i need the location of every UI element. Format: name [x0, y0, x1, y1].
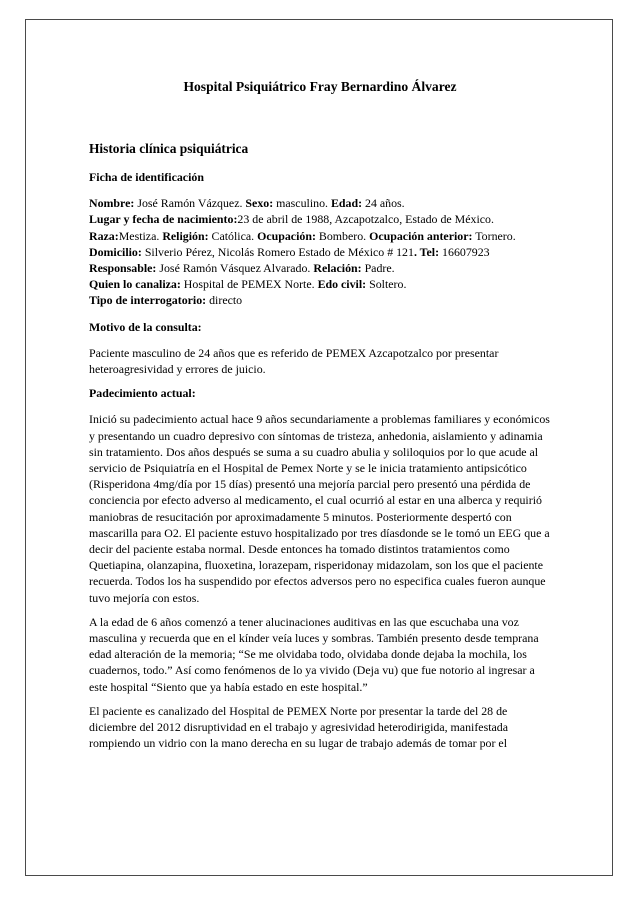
motivo-paragraph: Paciente masculino de 24 años que es referido de PEMEX Azcapotzalco por presentar heteroagresividad y errores de juicio.	[89, 345, 499, 377]
label-raza: Raza:	[89, 228, 119, 243]
label-responsable: Responsable:	[89, 261, 157, 276]
hospital-title: Hospital Psiquiátrico Fray Bernardino Álvarez	[183, 79, 457, 94]
label-ocupacion: Ocupación:	[257, 228, 316, 243]
value-ocupacion: Bombero.	[315, 228, 370, 243]
padecimiento-paragraph-1: Inició su padecimiento actual hace 9 años secundariamente a problemas familiares y económicos y presentando un cuadro depresivo con síntomas de tristeza, anhedonia, aislamiento y adinamia sin tratamiento. Dos años después se suma a su cuadro abulia y soliloquios por lo que acude al servicio de Psiquiatría en el Hospital de Pemex Norte y se le inicia tratamiento antipsicótico (Risperidona 4mg/día por 15 días) presentó una mejoría parcial pero presentó una pérdida de conciencia por efecto adverso al medicamento, el cual ocurrió al estar en una alberca y requirió maniobras de resucitación por aproximadamente 5 minutos. Posteriormente despertó con mascarilla para O2. El paciente estuvo hospitalizado por tres díasdonde se le tomó un EEG que a decir del paciente estaba normal. Desde entonces ha tomado distintos tratamientos como Quetiapina, olanzapina, fluoxetina, lorazepam, risperidonay midazolam, son los que el paciente recuerda. Todos los ha suspendido por efectos adversos pero no especifica cuales fueron aunque tuvo mejoría con estos.	[89, 412, 550, 605]
label-tel: . Tel:	[413, 244, 440, 259]
value-religion: Católica.	[208, 228, 258, 243]
label-edad: Edad:	[330, 196, 363, 211]
value-ocupacion-anterior: Tornero.	[472, 228, 516, 243]
ficha-heading: Ficha de identificación	[89, 170, 204, 184]
value-lugar: 23 de abril de 1988, Azcapotzalco, Estado de México.	[237, 212, 494, 227]
value-raza: Mestiza.	[118, 228, 163, 243]
document-body	[89, 78, 551, 760]
id-line-domicilio	[89, 244, 551, 260]
id-line-raza	[89, 228, 551, 244]
id-line-responsable	[89, 260, 551, 276]
padecimiento-heading: Padecimiento actual:	[89, 386, 196, 401]
label-sexo: Sexo:	[245, 196, 274, 211]
label-nombre: Nombre:	[89, 196, 135, 211]
value-tel: 16607923	[439, 244, 490, 259]
label-interrogatorio: Tipo de interrogatorio:	[89, 293, 207, 308]
document-title: Historia clínica psiquiátrica	[89, 141, 249, 156]
value-nombre: José Ramón Vázquez.	[134, 196, 246, 211]
value-relacion: Padre.	[361, 261, 395, 276]
label-ocupacion-anterior: Ocupación anterior:	[369, 228, 473, 243]
label-religion: Religión:	[162, 228, 209, 243]
label-domicilio: Domicilio:	[89, 244, 142, 259]
motivo-heading: Motivo de la consulta:	[89, 319, 202, 334]
label-canaliza: Quien lo canaliza:	[89, 277, 181, 292]
value-interrogatorio: directo	[206, 293, 243, 308]
value-sexo: masculino.	[273, 196, 331, 211]
value-edad: 24 años.	[362, 196, 405, 211]
value-canaliza: Hospital de PEMEX Norte.	[180, 277, 318, 292]
id-line-nombre	[89, 195, 551, 211]
identification-block	[89, 195, 551, 308]
value-edo-civil: Soltero.	[366, 277, 407, 292]
label-edo-civil: Edo civil:	[317, 277, 367, 292]
padecimiento-paragraph-3: El paciente es canalizado del Hospital de PEMEX Norte por presentar la tarde del 28 de diciembre del 2012 disruptividad en el trabajo y agresividad heterodirigida, manifestada rompiendo un vidrio con la mano derecha en su lugar de trabajo además de tomar por el	[89, 703, 509, 751]
value-domicilio: Silverio Pérez, Nicolás Romero Estado de México # 121	[141, 244, 414, 259]
id-line-canaliza	[89, 276, 551, 292]
id-line-interrogatorio	[89, 292, 551, 308]
id-line-lugar	[89, 211, 551, 227]
label-relacion: Relación:	[313, 261, 362, 276]
label-lugar: Lugar y fecha de nacimiento:	[89, 212, 238, 227]
value-responsable: José Ramón Vásquez Alvarado.	[156, 261, 314, 276]
padecimiento-paragraph-2: A la edad de 6 años comenzó a tener alucinaciones auditivas en las que escuchaba una voz masculina y recuerda que en el kínder veía luces y sombras. También presento desde temprana edad alteración de la memoria; “Se me olvidaba todo, olvidaba donde dejaba la mochila, los cuadernos, todo.” Así como fenómenos de lo ya vivido (Deja vu) que fue notorio al ingresar a este hospital “Siento que ya había estado en este hospital.”	[89, 614, 539, 694]
